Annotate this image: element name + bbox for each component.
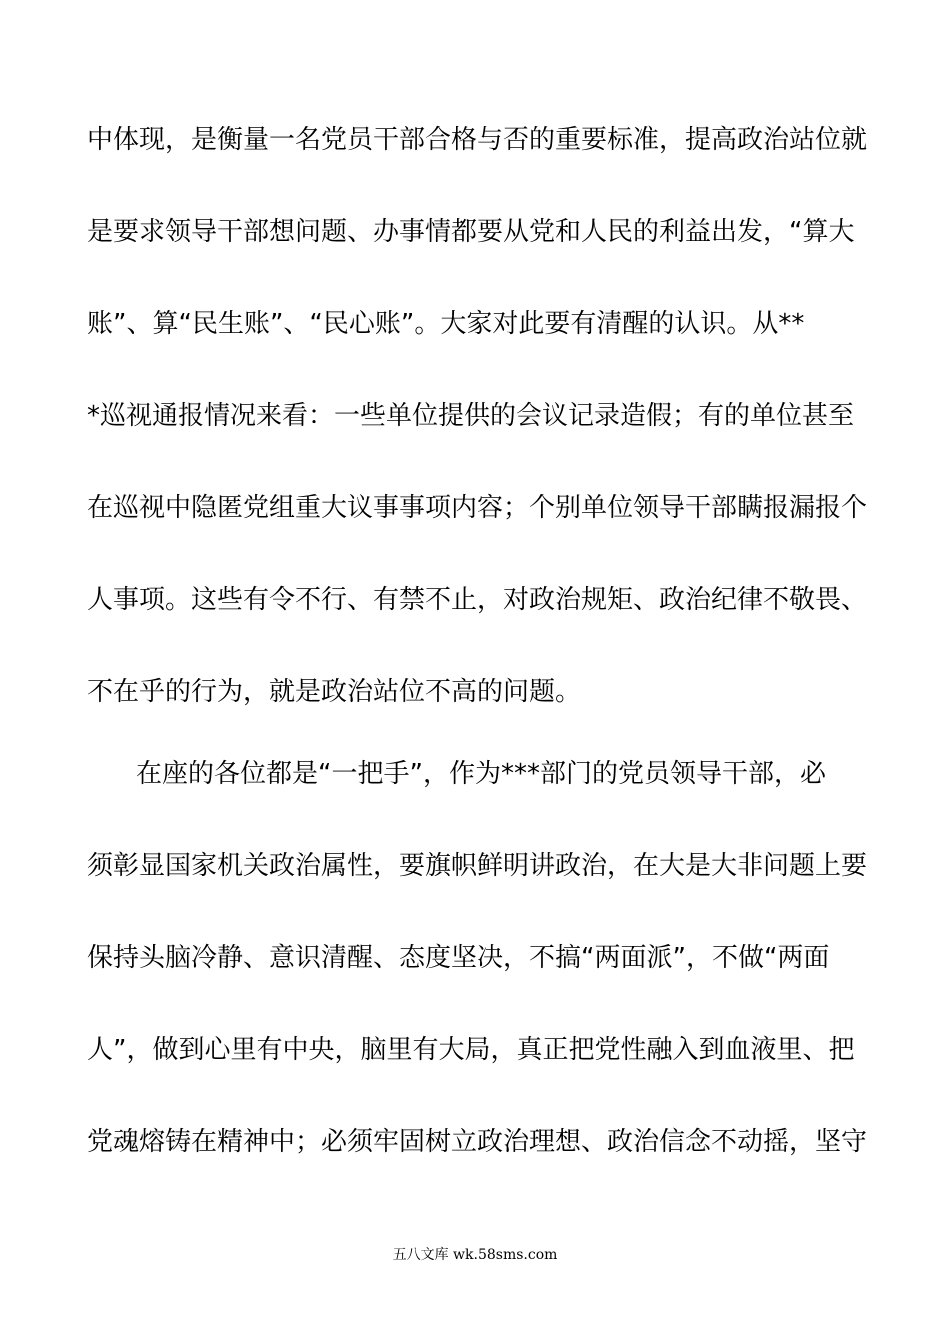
paragraph-line: 人事项。这些有令不行、有禁不止，对政治规矩、政治纪律不敬畏、 bbox=[87, 585, 868, 615]
footer-watermark: 五八文库 wk.58sms.com bbox=[392, 1247, 558, 1263]
paragraph-line: *巡视通报情况来看：一些单位提供的会议记录造假；有的单位甚至 bbox=[87, 401, 855, 431]
paragraph-line: 中体现，是衡量一名党员干部合格与否的重要标准，提高政治站位就 bbox=[87, 125, 868, 155]
paragraph-line: 在巡视中隐匿党组重大议事事项内容；个别单位领导干部瞒报漏报个 bbox=[87, 493, 868, 523]
paragraph-first-line: 在座的各位都是“一把手”，作为***部门的党员领导干部，必 bbox=[136, 759, 826, 789]
paragraph-line: 不在乎的行为，就是政治站位不高的问题。 bbox=[87, 677, 582, 707]
paragraph-line: 保持头脑冷静、意识清醒、态度坚决，不搞“两面派”，不做“两面 bbox=[87, 943, 830, 973]
paragraph-line: 须彰显国家机关政治属性，要旗帜鲜明讲政治，在大是大非问题上要 bbox=[87, 851, 868, 881]
paragraph-line: 党魂熔铸在精神中；必须牢固树立政治理想、政治信念不动摇，坚守 bbox=[87, 1127, 868, 1157]
paragraph-line: 账”、算“民生账”、“民心账”。大家对此要有清醒的认识。从** bbox=[87, 309, 805, 339]
paragraph-line: 人”，做到心里有中央，脑里有大局，真正把党性融入到血液里、把 bbox=[87, 1035, 855, 1065]
paragraph-line: 是要求领导干部想问题、办事情都要从党和人民的利益出发，“算大 bbox=[87, 217, 855, 247]
